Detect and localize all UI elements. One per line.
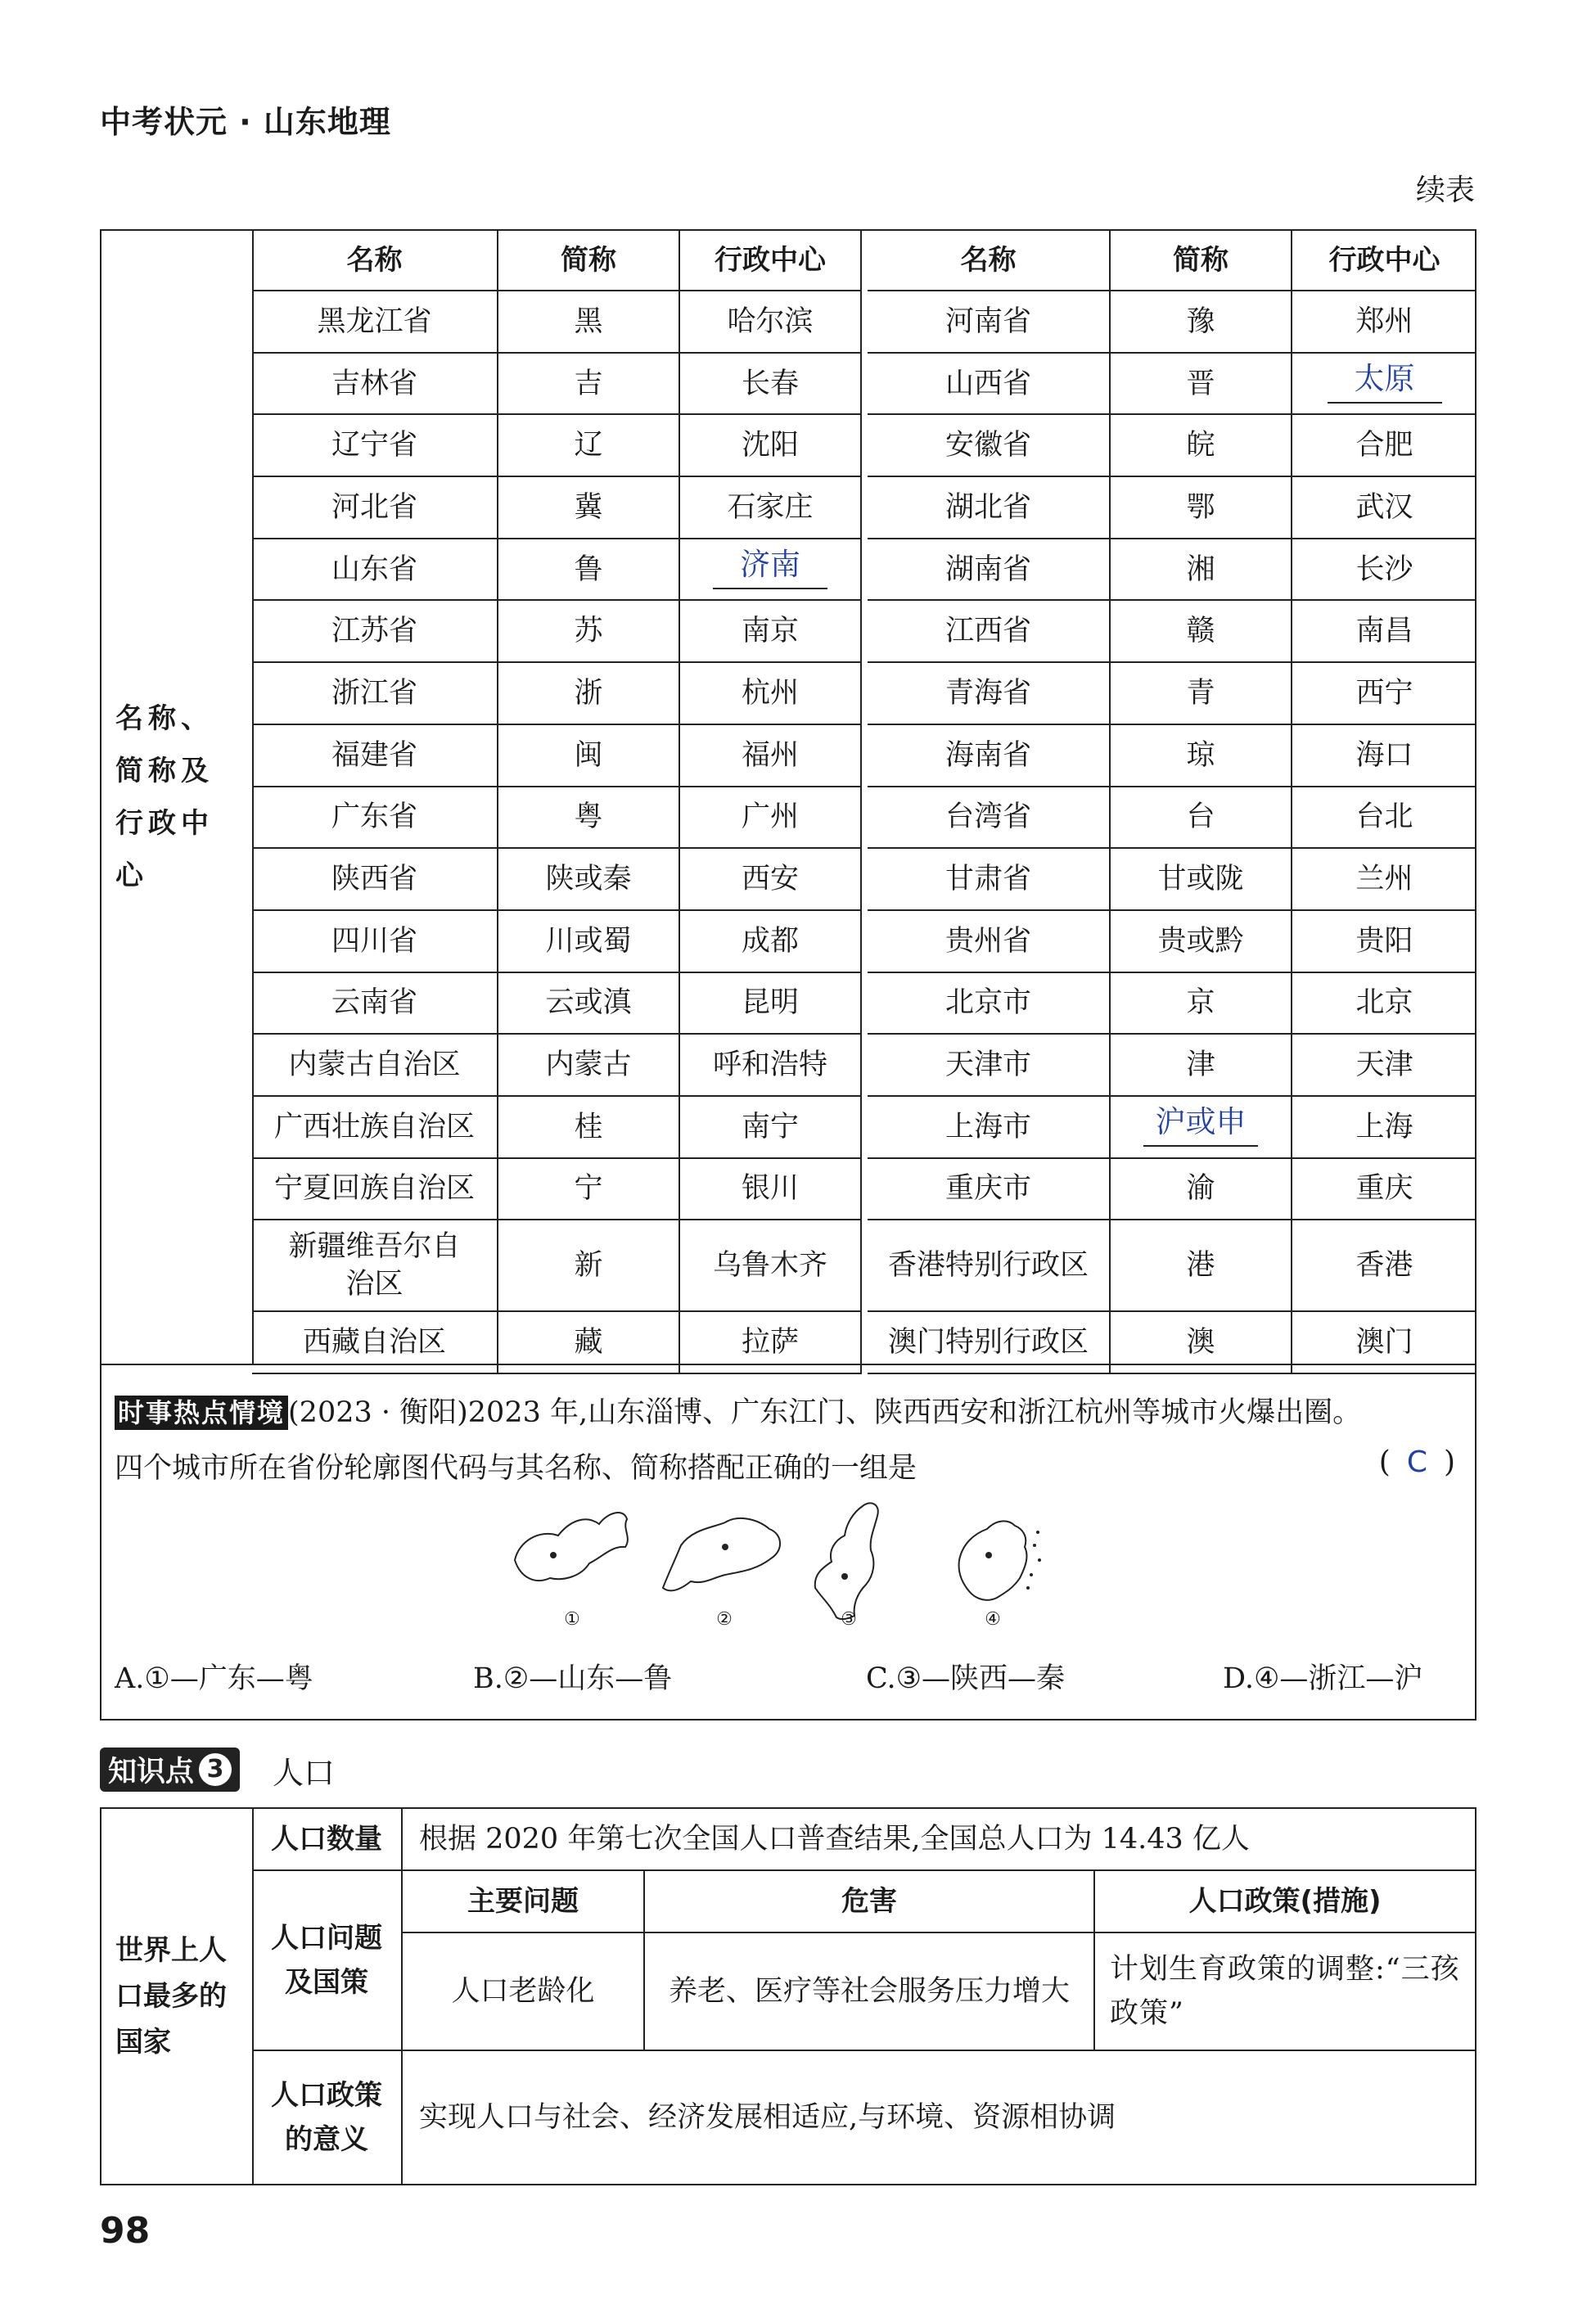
- provinces-table-frame: [100, 229, 1477, 1720]
- cell-abbr: 甘或陇: [1110, 848, 1292, 910]
- table-row: [868, 1034, 1477, 1096]
- cell-abbr: 琼: [1110, 724, 1292, 787]
- cell-abbr: [1110, 1096, 1292, 1158]
- cell-name: 辽宁省: [252, 414, 498, 476]
- table-row: [252, 910, 861, 972]
- table-row: [868, 539, 1477, 601]
- cell-abbr: 吉: [498, 353, 679, 415]
- cell-capital: 乌鲁木齐: [679, 1220, 861, 1311]
- knowledge-point-number: 3: [199, 1753, 232, 1786]
- population-table: [100, 1807, 1477, 2185]
- cell-abbr: 新: [498, 1220, 679, 1311]
- cell-abbr: 贵或黔: [1110, 910, 1292, 972]
- filled-blank-answer: 济南: [713, 548, 827, 589]
- cell-abbr: 鲁: [498, 539, 679, 601]
- cell-abbr: 苏: [498, 600, 679, 662]
- cell-capital: 天津: [1292, 1034, 1477, 1096]
- table-row: [868, 1158, 1477, 1220]
- table-row: [252, 414, 861, 476]
- cell-capital: 呼和浩特: [679, 1034, 861, 1096]
- cell-abbr: 川或蜀: [498, 910, 679, 972]
- col-harm: 危害: [645, 1871, 1095, 1933]
- table-row: [868, 910, 1477, 972]
- cell-capital: 兰州: [1292, 848, 1477, 910]
- cell-capital: 澳门: [1292, 1311, 1477, 1373]
- table-row: [868, 972, 1477, 1035]
- cell-abbr: 陕或秦: [498, 848, 679, 910]
- cell-capital: 长沙: [1292, 539, 1477, 601]
- table-row: [252, 848, 861, 910]
- map-outline-shandong: [515, 1513, 628, 1581]
- cell-capital: 上海: [1292, 1096, 1477, 1158]
- column-header-capital: 行政中心: [1292, 231, 1477, 291]
- table-row: [868, 600, 1477, 662]
- option-a: A.①—广东—粤: [115, 1662, 313, 1695]
- cell-abbr: 港: [1110, 1220, 1292, 1311]
- issue-aging: 人口老龄化: [403, 1933, 645, 2051]
- cell-capital: 郑州: [1292, 291, 1477, 353]
- cell-name: 广西壮族自治区: [252, 1096, 498, 1158]
- table-row: [868, 1220, 1477, 1311]
- column-header-name: 名称: [868, 231, 1110, 291]
- cell-name: 河南省: [868, 291, 1110, 353]
- cell-name: 天津市: [868, 1034, 1110, 1096]
- cell-name: 山西省: [868, 353, 1110, 415]
- cell-capital: 北京: [1292, 972, 1477, 1035]
- cell-abbr: 桂: [498, 1096, 679, 1158]
- cell-abbr: 内蒙古: [498, 1034, 679, 1096]
- cell-abbr: 台: [1110, 787, 1292, 849]
- cell-abbr: 湘: [1110, 539, 1292, 601]
- cell-name: 江西省: [868, 600, 1110, 662]
- cell-capital: 贵阳: [1292, 910, 1477, 972]
- map-outline-zhejiang: [959, 1521, 1027, 1599]
- cell-capital: 西安: [679, 848, 861, 910]
- cell-capital: 武汉: [1292, 476, 1477, 539]
- cell-capital: 海口: [1292, 724, 1477, 787]
- cell-name: 台湾省: [868, 787, 1110, 849]
- meaning-label: 人口政策的意义: [252, 2051, 403, 2184]
- table-row: [252, 1158, 861, 1220]
- table-row: [868, 414, 1477, 476]
- population-left-label: 世界上人口最多的国家: [101, 1809, 254, 2184]
- table-row: [868, 476, 1477, 539]
- cell-name: 海南省: [868, 724, 1110, 787]
- table-row: [868, 662, 1477, 724]
- table-row: [252, 662, 861, 724]
- cell-capital: 南宁: [679, 1096, 861, 1158]
- cell-name: 贵州省: [868, 910, 1110, 972]
- cell-capital: 成都: [679, 910, 861, 972]
- cell-capital: 石家庄: [679, 476, 861, 539]
- harm-text: 养老、医疗等社会服务压力增大: [645, 1933, 1095, 2051]
- column-header-abbr: 简称: [1110, 231, 1292, 291]
- column-header-abbr: 简称: [498, 231, 679, 291]
- map-label-3: ③: [841, 1609, 857, 1630]
- table-row: [868, 291, 1477, 353]
- section-3-heading: [100, 1748, 335, 1791]
- cell-name: 甘肃省: [868, 848, 1110, 910]
- cell-abbr: 藏: [498, 1311, 679, 1373]
- count-label: 人口数量: [252, 1809, 403, 1871]
- map-label-2: ②: [716, 1609, 733, 1630]
- table-row: [252, 476, 861, 539]
- question-line-1: [115, 1390, 1361, 1431]
- option-d: D.④—浙江—沪: [1223, 1662, 1423, 1695]
- cell-name: 湖北省: [868, 476, 1110, 539]
- table-row: [252, 724, 861, 787]
- issue-label: 人口问题及国策: [252, 1871, 403, 2051]
- cell-capital: 南京: [679, 600, 861, 662]
- table-row: [252, 353, 861, 415]
- col-policy: 人口政策(措施): [1095, 1871, 1475, 1933]
- province-outline-maps: [511, 1496, 1133, 1630]
- question-answer: ( C ): [1378, 1445, 1455, 1479]
- cell-name: 广东省: [252, 787, 498, 849]
- cell-name: 湖南省: [868, 539, 1110, 601]
- cell-abbr: 津: [1110, 1034, 1292, 1096]
- cell-abbr: 冀: [498, 476, 679, 539]
- cell-capital: 银川: [679, 1158, 861, 1220]
- cell-abbr: 宁: [498, 1158, 679, 1220]
- cell-capital: [679, 539, 861, 601]
- count-text: 根据 2020 年第七次全国人口普查结果,全国总人口为 14.43 亿人: [403, 1809, 1475, 1871]
- cell-name: 吉林省: [252, 353, 498, 415]
- continued-label: 续表: [1415, 174, 1475, 207]
- map-label-4: ④: [985, 1609, 1001, 1630]
- table-row: [868, 848, 1477, 910]
- cell-abbr: 京: [1110, 972, 1292, 1035]
- question-text-1: 2023 年,山东淄博、广东江门、陕西西安和浙江杭州等城市火爆出圈。: [467, 1396, 1362, 1429]
- cell-name: 北京市: [868, 972, 1110, 1035]
- option-c: C.③—陕西—秦: [866, 1662, 1066, 1695]
- cell-name: 澳门特别行政区: [868, 1311, 1110, 1373]
- knowledge-point-badge: 知识点 3: [100, 1748, 240, 1792]
- policy-text: 计划生育政策的调整:“三孩政策”: [1095, 1933, 1475, 2051]
- cell-name: 山东省: [252, 539, 498, 601]
- cell-name: 河北省: [252, 476, 498, 539]
- cell-capital: 重庆: [1292, 1158, 1477, 1220]
- table-row: [252, 787, 861, 849]
- cell-abbr: 渝: [1110, 1158, 1292, 1220]
- cell-name: 香港特别行政区: [868, 1220, 1110, 1311]
- cell-capital: 台北: [1292, 787, 1477, 849]
- cell-name: 宁夏回族自治区: [252, 1158, 498, 1220]
- table-row: [252, 1220, 861, 1311]
- column-header-capital: 行政中心: [679, 231, 861, 291]
- cell-abbr: 皖: [1110, 414, 1292, 476]
- table-row: [252, 1034, 861, 1096]
- cell-capital: 拉萨: [679, 1311, 861, 1373]
- question-text-2: 四个城市所在省份轮廓图代码与其名称、简称搭配正确的一组是: [115, 1452, 917, 1485]
- cell-name: 江苏省: [252, 600, 498, 662]
- cell-abbr: 赣: [1110, 600, 1292, 662]
- table-row: [252, 291, 861, 353]
- cell-name: 黑龙江省: [252, 291, 498, 353]
- cell-abbr: 辽: [498, 414, 679, 476]
- map-outline-guangdong: [663, 1518, 780, 1590]
- cell-capital: 西宁: [1292, 662, 1477, 724]
- cell-capital: 长春: [679, 353, 861, 415]
- cell-name: 新疆维吾尔自治区: [252, 1220, 498, 1311]
- option-b: B.②—山东—鲁: [473, 1662, 673, 1695]
- cell-name: 上海市: [868, 1096, 1110, 1158]
- table-row: [252, 539, 861, 601]
- column-header-name: 名称: [252, 231, 498, 291]
- cell-capital: 福州: [679, 724, 861, 787]
- cell-capital: 哈尔滨: [679, 291, 861, 353]
- cell-abbr: 豫: [1110, 291, 1292, 353]
- cell-abbr: 晋: [1110, 353, 1292, 415]
- cell-name: 青海省: [868, 662, 1110, 724]
- cell-capital: 沈阳: [679, 414, 861, 476]
- cell-abbr: 鄂: [1110, 476, 1292, 539]
- cell-abbr: 浙: [498, 662, 679, 724]
- cell-capital: [1292, 353, 1477, 415]
- cell-capital: 南昌: [1292, 600, 1477, 662]
- question-source: (2023 · 衡阳): [288, 1396, 468, 1429]
- cell-name: 重庆市: [868, 1158, 1110, 1220]
- page-number: 98: [100, 2210, 151, 2252]
- provinces-table-left: [252, 231, 862, 1374]
- cell-name: 四川省: [252, 910, 498, 972]
- filled-blank-answer: 太原: [1328, 363, 1442, 404]
- cell-capital: 广州: [679, 787, 861, 849]
- meaning-text: 实现人口与社会、经济发展相适应,与环境、资源相协调: [419, 2101, 1116, 2134]
- map-label-1: ①: [564, 1609, 580, 1630]
- cell-abbr: 闽: [498, 724, 679, 787]
- table-row: [868, 1096, 1477, 1158]
- table-row: [252, 972, 861, 1035]
- table-row: [868, 724, 1477, 787]
- cell-name: 安徽省: [868, 414, 1110, 476]
- cell-name: 陕西省: [252, 848, 498, 910]
- cell-abbr: 粤: [498, 787, 679, 849]
- cell-capital: 香港: [1292, 1220, 1477, 1311]
- section-3-title: 人口: [273, 1754, 336, 1791]
- cell-abbr: 青: [1110, 662, 1292, 724]
- hot-topic-tag: 时事热点情境: [115, 1396, 288, 1430]
- cell-name: 西藏自治区: [252, 1311, 498, 1373]
- cell-abbr: 黑: [498, 291, 679, 353]
- cell-capital: 合肥: [1292, 414, 1477, 476]
- answer-letter: C: [1406, 1445, 1427, 1479]
- page-header-title: 中考状元 · 山东地理: [100, 104, 391, 140]
- table-row: [252, 1096, 861, 1158]
- province-outlines-svg: [511, 1496, 1133, 1627]
- cell-abbr: 云或滇: [498, 972, 679, 1035]
- table-row: [868, 353, 1477, 415]
- table-row: [868, 787, 1477, 849]
- cell-abbr: 澳: [1110, 1311, 1292, 1373]
- cell-name: 福建省: [252, 724, 498, 787]
- cell-capital: 昆明: [679, 972, 861, 1035]
- cell-name: 浙江省: [252, 662, 498, 724]
- question-block: [101, 1364, 1475, 1720]
- col-main-issue: 主要问题: [403, 1871, 645, 1933]
- cell-name: 内蒙古自治区: [252, 1034, 498, 1096]
- provinces-table-right: [868, 231, 1477, 1374]
- map-outline-shaanxi: [815, 1503, 878, 1619]
- cell-name: 云南省: [252, 972, 498, 1035]
- filled-blank-answer: 沪或申: [1143, 1106, 1258, 1147]
- cell-capital: 杭州: [679, 662, 861, 724]
- table-row: [252, 600, 861, 662]
- table-side-label: 名称、简称及行政中心: [101, 231, 254, 1364]
